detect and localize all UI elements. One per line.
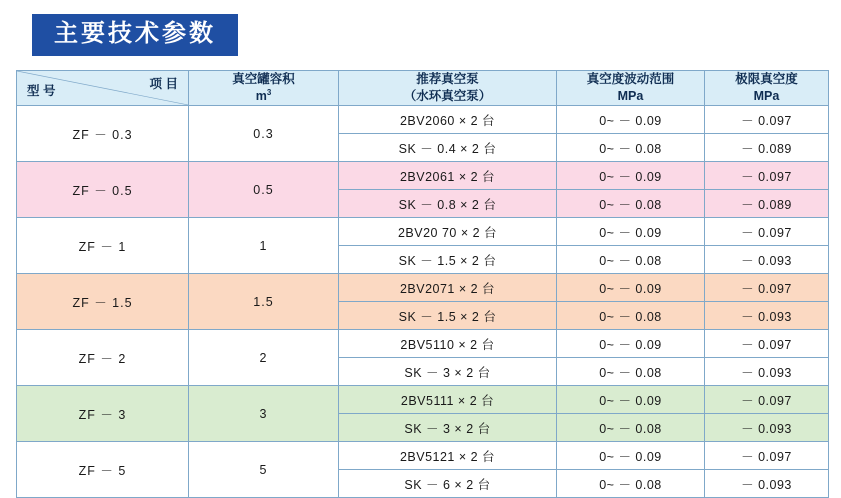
cell-ultimate: － 0.097 xyxy=(705,162,829,190)
header-recommended-pump-line2: （水环真空泵） xyxy=(403,89,492,104)
cell-pump: 2BV2060 × 2 台 xyxy=(339,106,557,134)
cell-range: 0~ － 0.08 xyxy=(557,134,705,162)
cell-pump: SK － 1.5 × 2 台 xyxy=(339,246,557,274)
cell-range: 0~ － 0.09 xyxy=(557,330,705,358)
header-vacuum-range-line2: MPa xyxy=(617,89,644,104)
cell-model: ZF － 1 xyxy=(17,218,189,274)
header-vacuum-range xyxy=(557,71,705,106)
cell-range: 0~ － 0.09 xyxy=(557,218,705,246)
cell-pump: SK － 1.5 × 2 台 xyxy=(339,302,557,330)
header-tank-volume-line1: 真空罐容积 xyxy=(232,72,295,87)
cell-ultimate: － 0.093 xyxy=(705,358,829,386)
cell-pump: SK － 0.8 × 2 台 xyxy=(339,190,557,218)
cell-pump: 2BV20 70 × 2 台 xyxy=(339,218,557,246)
table-row xyxy=(17,442,829,470)
cell-model: ZF － 2 xyxy=(17,330,189,386)
cell-range: 0~ － 0.08 xyxy=(557,470,705,498)
cell-model: ZF － 3 xyxy=(17,386,189,442)
cell-ultimate: － 0.093 xyxy=(705,414,829,442)
cell-pump: 2BV5121 × 2 台 xyxy=(339,442,557,470)
table-header xyxy=(17,71,829,106)
header-recommended-pump-line1: 推荐真空泵 xyxy=(416,72,479,87)
cell-range: 0~ － 0.08 xyxy=(557,246,705,274)
cell-range: 0~ － 0.08 xyxy=(557,190,705,218)
cell-range: 0~ － 0.09 xyxy=(557,274,705,302)
cell-volume: 2 xyxy=(189,330,339,386)
table-row xyxy=(17,386,829,414)
table-row xyxy=(17,330,829,358)
header-ultimate-vacuum xyxy=(705,71,829,106)
cell-ultimate: － 0.097 xyxy=(705,106,829,134)
cell-model: ZF － 5 xyxy=(17,442,189,498)
cell-ultimate: － 0.093 xyxy=(705,302,829,330)
cell-pump: SK － 6 × 2 台 xyxy=(339,470,557,498)
header-row xyxy=(17,71,829,106)
cell-volume: 0.5 xyxy=(189,162,339,218)
cell-ultimate: － 0.097 xyxy=(705,442,829,470)
cell-pump: 2BV5111 × 2 台 xyxy=(339,386,557,414)
table-row xyxy=(17,162,829,190)
cell-ultimate: － 0.097 xyxy=(705,218,829,246)
table-row xyxy=(17,274,829,302)
table-row xyxy=(17,106,829,134)
cell-ultimate: － 0.097 xyxy=(705,274,829,302)
cell-range: 0~ － 0.09 xyxy=(557,386,705,414)
header-ultimate-vacuum-line1: 极限真空度 xyxy=(735,72,798,87)
cell-range: 0~ － 0.09 xyxy=(557,162,705,190)
cell-model: ZF － 0.3 xyxy=(17,106,189,162)
cell-range: 0~ － 0.09 xyxy=(557,106,705,134)
header-model-label: 型 号 xyxy=(27,84,56,99)
cell-pump: 2BV2071 × 2 台 xyxy=(339,274,557,302)
cell-volume: 1.5 xyxy=(189,274,339,330)
header-tank-volume xyxy=(189,71,339,106)
cell-ultimate: － 0.097 xyxy=(705,330,829,358)
cell-volume: 5 xyxy=(189,442,339,498)
page-title: 主要技术参数 xyxy=(32,14,238,56)
table-row xyxy=(17,218,829,246)
header-item-label: 项 目 xyxy=(149,77,178,92)
cell-ultimate: － 0.093 xyxy=(705,470,829,498)
cell-volume: 1 xyxy=(189,218,339,274)
cell-model: ZF － 1.5 xyxy=(17,274,189,330)
header-ultimate-vacuum-line2: MPa xyxy=(753,89,780,104)
cell-range: 0~ － 0.08 xyxy=(557,358,705,386)
spec-table xyxy=(16,70,829,498)
cell-ultimate: － 0.097 xyxy=(705,386,829,414)
cell-range: 0~ － 0.08 xyxy=(557,414,705,442)
cell-pump: SK － 3 × 2 台 xyxy=(339,358,557,386)
table-body xyxy=(17,106,829,498)
header-recommended-pump xyxy=(339,71,557,106)
cell-range: 0~ － 0.09 xyxy=(557,442,705,470)
cell-range: 0~ － 0.08 xyxy=(557,302,705,330)
cell-pump: SK － 0.4 × 2 台 xyxy=(339,134,557,162)
cell-volume: 3 xyxy=(189,386,339,442)
header-vacuum-range-line1: 真空度波动范围 xyxy=(586,72,675,87)
cell-volume: 0.3 xyxy=(189,106,339,162)
cell-pump: SK － 3 × 2 台 xyxy=(339,414,557,442)
cell-model: ZF － 0.5 xyxy=(17,162,189,218)
cell-ultimate: － 0.089 xyxy=(705,134,829,162)
cell-ultimate: － 0.089 xyxy=(705,190,829,218)
header-tank-volume-line2: $m^3$ xyxy=(255,88,272,104)
cell-pump: 2BV5110 × 2 台 xyxy=(339,330,557,358)
header-corner-cell xyxy=(17,71,189,106)
cell-ultimate: － 0.093 xyxy=(705,246,829,274)
cell-pump: 2BV2061 × 2 台 xyxy=(339,162,557,190)
